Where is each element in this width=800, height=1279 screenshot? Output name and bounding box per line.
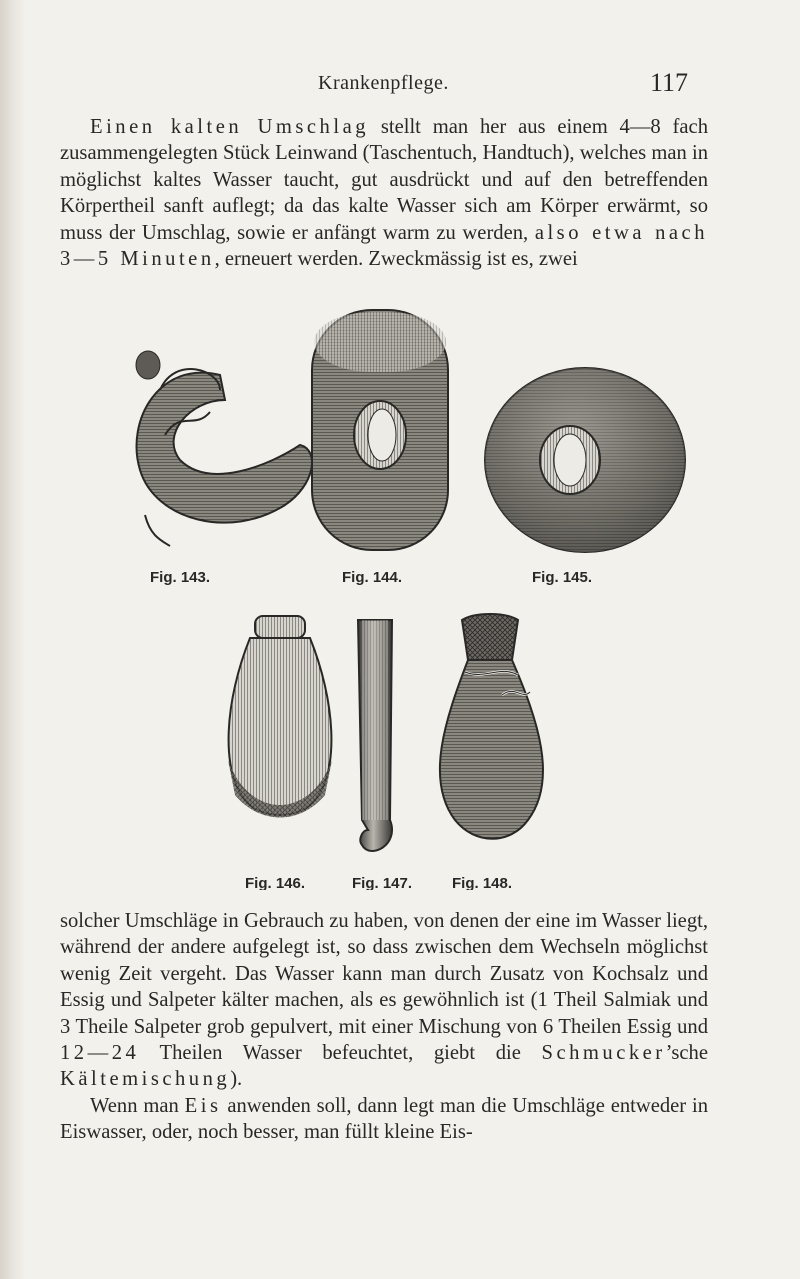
fig-145-caption: Fig. 145. [532, 569, 593, 586]
figure-plate [100, 300, 700, 890]
paragraph-text: Wenn man [90, 1094, 185, 1117]
fig-144-caption: Fig. 144. [342, 569, 403, 586]
paragraph-cold-compress [60, 114, 708, 272]
fig-143-caption: Fig. 143. [150, 569, 211, 586]
round-ice-bag-icon [485, 368, 685, 552]
term-ratio: 12—24 [60, 1042, 140, 1065]
page-number: 117 [650, 68, 689, 97]
paragraph-text: stellt man her aus einem 4—8 fach zusammengelegten Stück Leinwand (Taschentuch, Handtuch), welches man in möglichst kaltes Wasser taucht, gut ausdrückt und auf den betreffenden Körpertheil sanft auflegt; da das kalte Wasser sich am Körper erwärmt, so muss der Umschlag, sowie er anfängt warm zu werden, [60, 116, 708, 244]
paragraph-text: Theilen Wasser befeuchtet, giebt die [139, 1042, 542, 1065]
paragraph-cooling-mixture [60, 908, 708, 1146]
paragraph-text: , erneuert werden. Zweckmässig ist es, zwei [214, 248, 578, 271]
running-title: Krankenpflege. [318, 72, 449, 94]
page-header [0, 68, 800, 102]
fig-148-caption: Fig. 148. [452, 875, 513, 890]
term-schmucker: Schmucker [541, 1042, 666, 1065]
term-eis: Eis [184, 1094, 222, 1117]
term-kalter-umschlag: Einen kalten Umschlag [90, 116, 370, 138]
page-edge-shadow [0, 0, 26, 1279]
paragraph-text: ’sche [665, 1042, 708, 1065]
fig-146-caption: Fig. 146. [245, 875, 306, 890]
tube-ice-bag-icon [358, 620, 392, 851]
ring-ice-bag-icon [136, 351, 312, 546]
term-time-interval: also etwa nach 3—5 Minuten [60, 221, 708, 271]
paragraph-text: solcher Umschläge in Gebrauch zu haben, von denen der eine im Wasser liegt, während der andere aufgelegt ist, so dass zwischen dem Wechseln möglichst wenig Zeit vergeht. Das Wasser kann man durch Zusatz von Kochsalz und Essig und Salpeter kälter machen, als es gewöhnlich ist (1 Theil Salmiak und 3 Theile Salpeter grob gepulvert, mit einer Mischung von 6 Theilen Essig und [60, 910, 708, 1038]
paragraph-text: ). [230, 1068, 243, 1091]
bottle-ice-bag-icon [228, 616, 332, 818]
term-kaeltemischung: Kältemischung [60, 1068, 231, 1091]
tied-bladder-icon [440, 614, 543, 839]
oval-ice-bag-icon [312, 310, 448, 550]
paragraph-text: anwenden soll, dann legt man die Umschläge entweder in Eiswasser, oder, noch besser, man füllt kleine Eis- [60, 1094, 709, 1144]
fig-147-caption: Fig. 147. [352, 875, 413, 890]
